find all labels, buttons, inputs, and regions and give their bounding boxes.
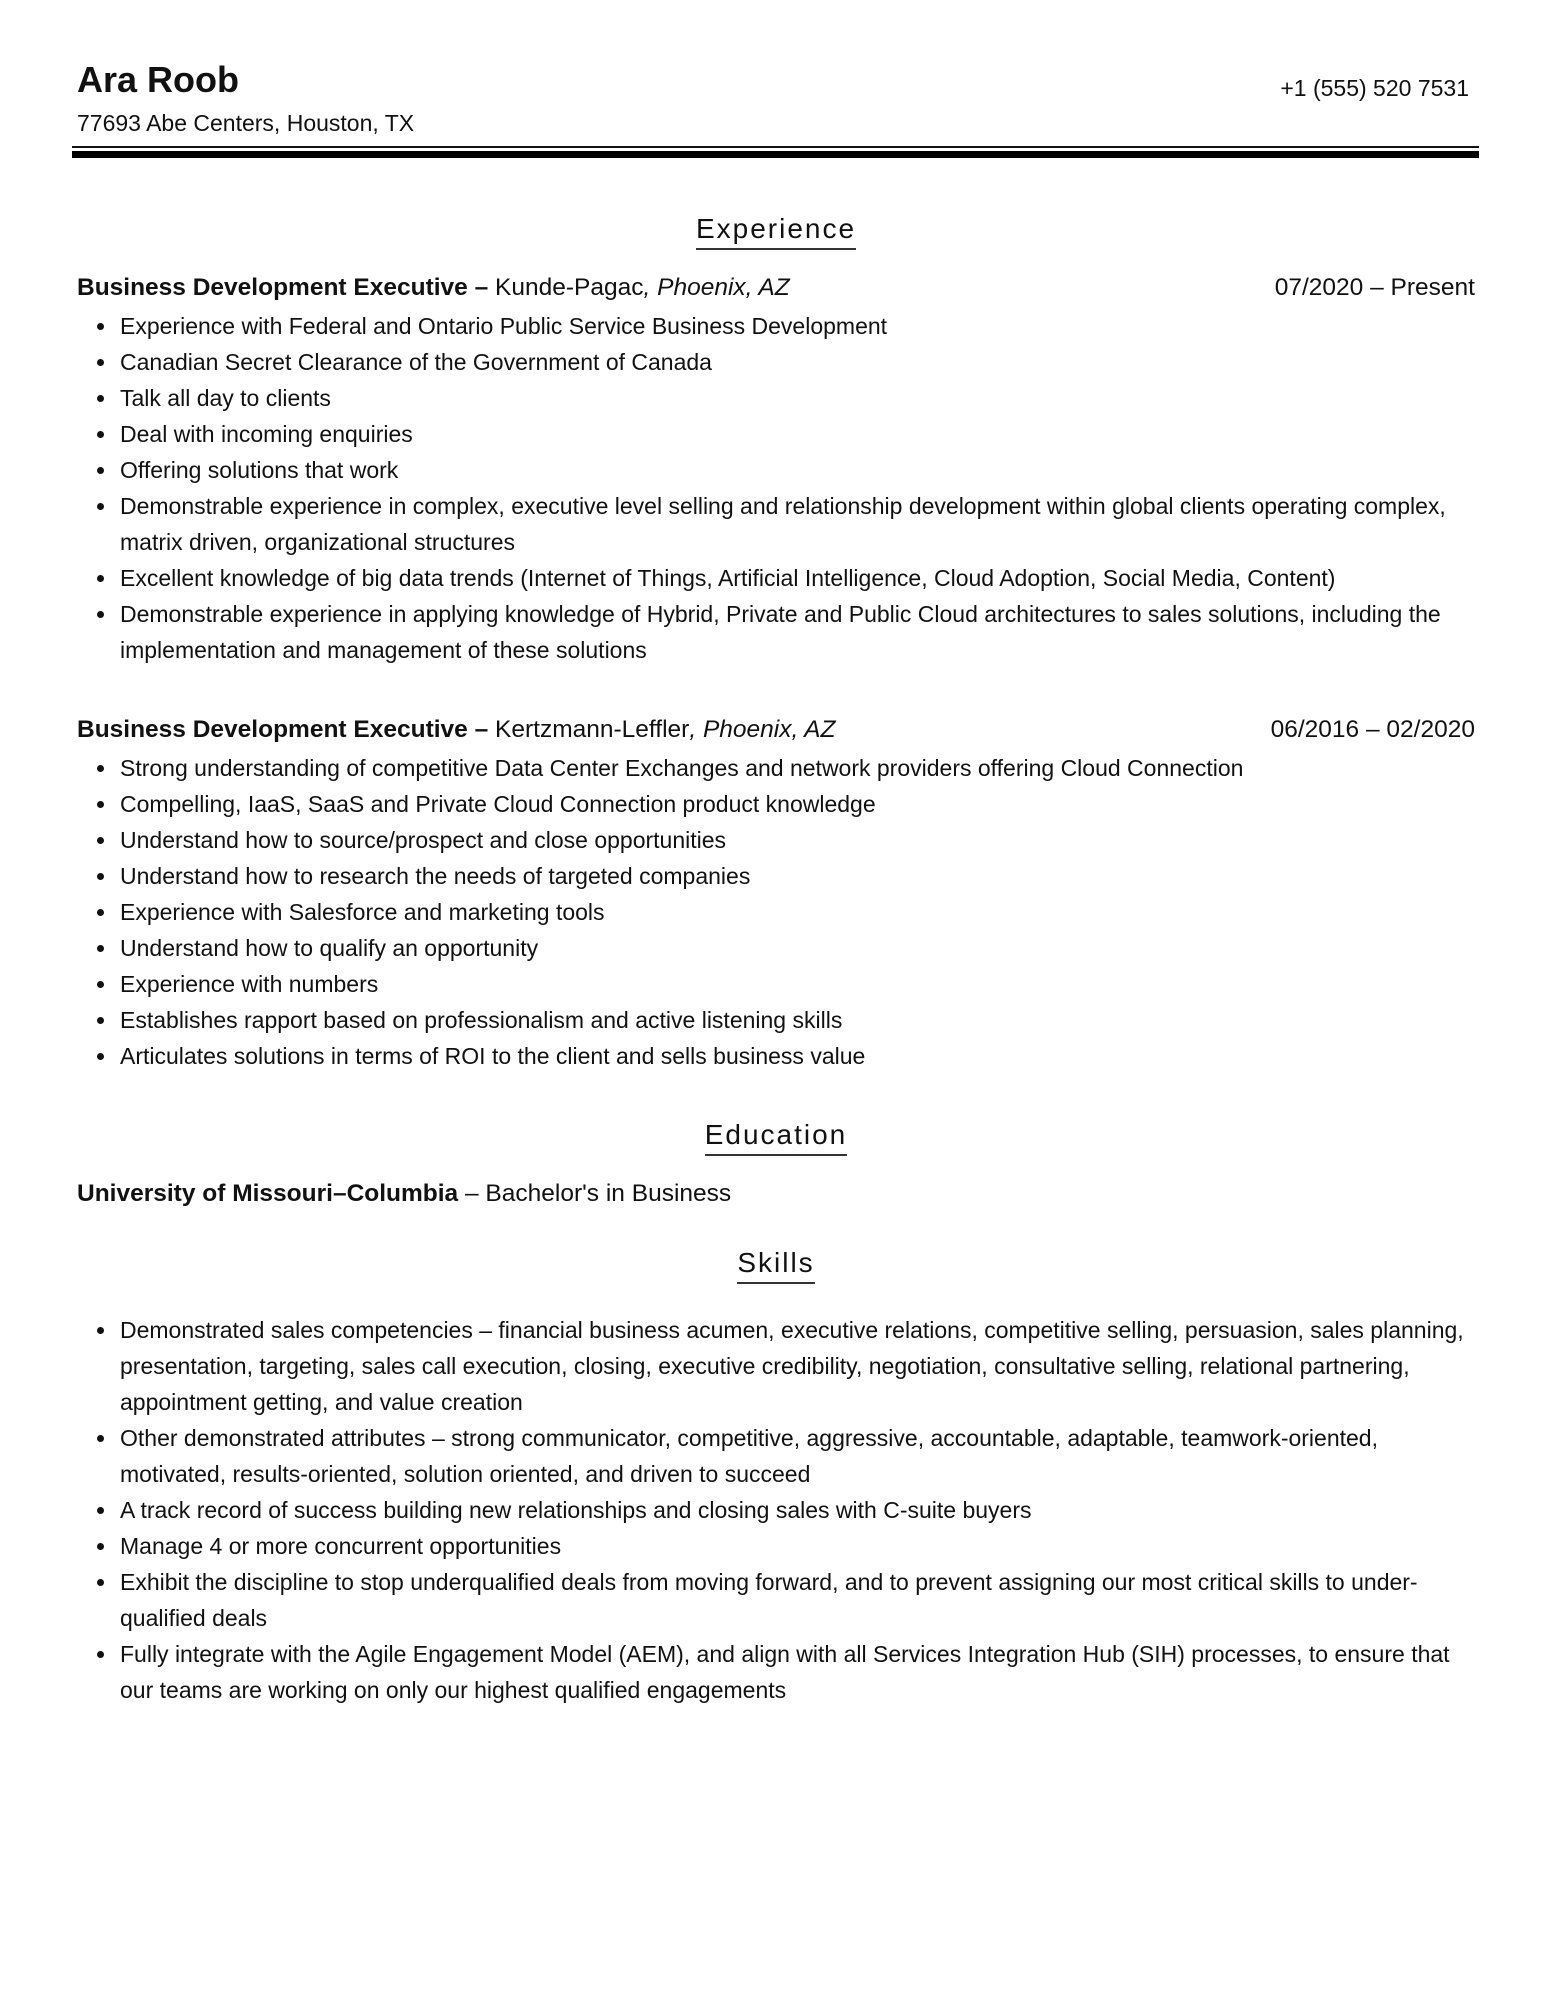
header-divider-thick — [72, 151, 1479, 158]
section-title: Skills — [737, 1246, 814, 1284]
list-item: Offering solutions that work — [120, 452, 1475, 488]
skills-list — [77, 1312, 1475, 1708]
job-title: Business Development Executive – — [77, 716, 489, 743]
list-item: Experience with numbers — [120, 966, 1475, 1002]
list-item: Fully integrate with the Agile Engagement Model (AEM), and align with all Services Integration Hub (SIH) processes, to ensure that our teams are working on only our highest qualified engagements — [120, 1636, 1475, 1708]
job-dates: 06/2016 – 02/2020 — [1270, 716, 1475, 743]
job-bullets — [77, 750, 1475, 1074]
list-item: Understand how to qualify an opportunity — [120, 930, 1475, 966]
education-section-heading — [77, 1118, 1475, 1156]
list-item: Deal with incoming enquiries — [120, 416, 1475, 452]
candidate-phone: +1 (555) 520 7531 — [1280, 75, 1469, 101]
header-divider-thin — [72, 146, 1479, 148]
skills-section-heading — [77, 1246, 1475, 1284]
candidate-name: Ara Roob — [77, 59, 239, 100]
list-item: Understand how to source/prospect and close opportunities — [120, 822, 1475, 858]
job-header — [77, 712, 1475, 748]
list-item: Understand how to research the needs of targeted companies — [120, 858, 1475, 894]
job-location: , Phoenix, AZ — [643, 274, 790, 301]
list-item: Talk all day to clients — [120, 380, 1475, 416]
school-name: University of Missouri–Columbia — [77, 1180, 459, 1207]
list-item: Strong understanding of competitive Data Center Exchanges and network providers offering Cloud Connection — [120, 750, 1475, 786]
experience-section-heading — [77, 212, 1475, 250]
education-entry — [77, 1176, 1475, 1212]
list-item: Excellent knowledge of big data trends (Internet of Things, Artificial Intelligence, Cloud Adoption, Social Media, Content) — [120, 560, 1475, 596]
candidate-address: 77693 Abe Centers, Houston, TX — [77, 110, 415, 136]
list-item: Establishes rapport based on professionalism and active listening skills — [120, 1002, 1475, 1038]
job-bullets — [77, 308, 1475, 668]
list-item: Articulates solutions in terms of ROI to the client and sells business value — [120, 1038, 1475, 1074]
list-item: Compelling, IaaS, SaaS and Private Cloud Connection product knowledge — [120, 786, 1475, 822]
degree: – Bachelor's in Business — [458, 1180, 732, 1207]
list-item: Experience with Salesforce and marketing tools — [120, 894, 1475, 930]
job-title: Business Development Executive – — [77, 274, 489, 301]
list-item: A track record of success building new relationships and closing sales with C-suite buyers — [120, 1492, 1475, 1528]
job-dates: 07/2020 – Present — [1274, 274, 1475, 301]
job-entry — [77, 712, 1475, 1074]
section-title: Experience — [696, 212, 856, 250]
list-item: Demonstrable experience in complex, executive level selling and relationship development within global clients operating complex, matrix driven, organizational structures — [120, 488, 1475, 560]
resume-page — [77, 0, 1475, 1708]
list-item: Demonstrated sales competencies – financial business acumen, executive relations, competitive selling, persuasion, sales planning, presentation, targeting, sales call execution, closing, executive credibility, negotiation, consultative selling, relational partnering, appointment getting, and value creation — [120, 1312, 1475, 1420]
job-entry — [77, 270, 1475, 668]
list-item: Canadian Secret Clearance of the Government of Canada — [120, 344, 1475, 380]
list-item: Demonstrable experience in applying knowledge of Hybrid, Private and Public Cloud architectures to sales solutions, including the implementation and management of these solutions — [120, 596, 1475, 668]
job-company: Kertzmann-Leffler — [488, 716, 690, 743]
list-item: Exhibit the discipline to stop underqualified deals from moving forward, and to prevent assigning our most critical skills to under-qualified deals — [120, 1564, 1475, 1636]
list-item: Manage 4 or more concurrent opportunities — [120, 1528, 1475, 1564]
job-company: Kunde-Pagac — [488, 274, 644, 301]
list-item: Experience with Federal and Ontario Public Service Business Development — [120, 308, 1475, 344]
job-location: , Phoenix, AZ — [689, 716, 836, 743]
section-title: Education — [705, 1118, 848, 1156]
resume-header — [77, 0, 1475, 160]
job-header — [77, 270, 1475, 306]
list-item: Other demonstrated attributes – strong communicator, competitive, aggressive, accountable, adaptable, teamwork-oriented, motivated, results-oriented, solution oriented, and driven to succeed — [120, 1420, 1475, 1492]
